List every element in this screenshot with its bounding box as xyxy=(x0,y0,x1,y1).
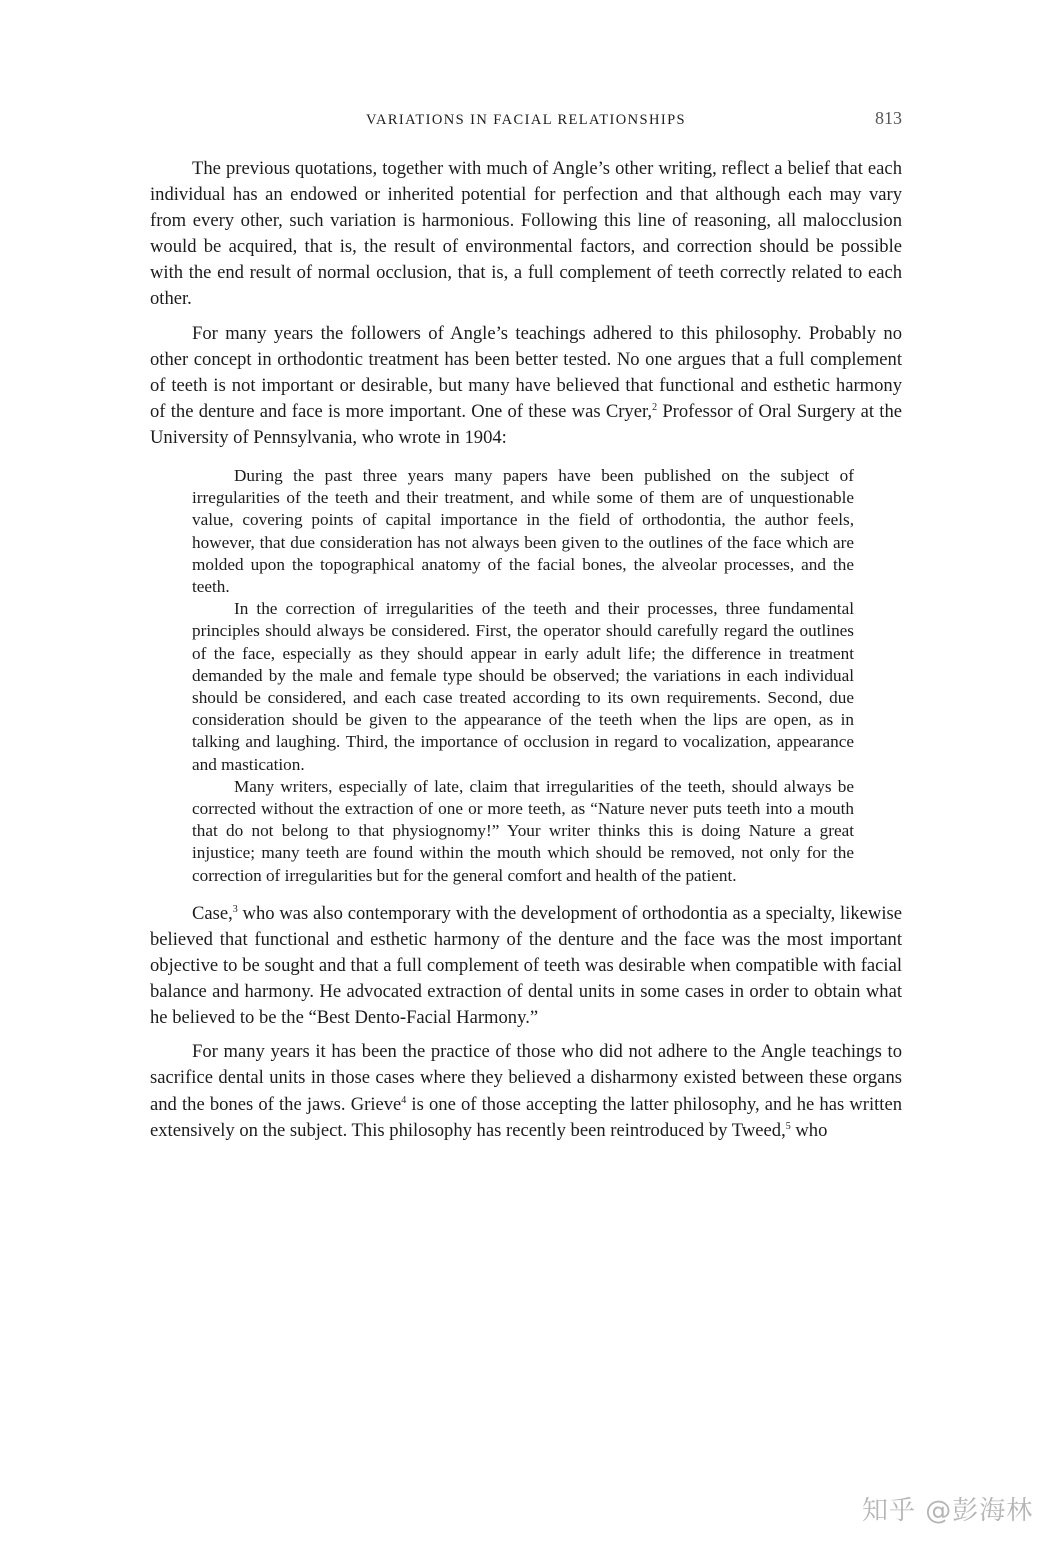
paragraph xyxy=(150,901,902,1031)
paragraph-text: Professor of Oral Surgery at the University of Pennsylvania, who wrote in 1904: xyxy=(150,400,902,448)
footnote-ref: 2 xyxy=(652,401,658,413)
paragraph xyxy=(150,321,902,451)
running-title: VARIATIONS IN FACIAL RELATIONSHIPS xyxy=(365,112,687,128)
paragraph-text: who xyxy=(790,1119,828,1141)
footnote-ref: 3 xyxy=(232,903,238,915)
block-quote xyxy=(192,465,854,887)
watermark: 知乎 @彭海林 xyxy=(862,1496,1034,1526)
paragraph: The previous quotations, together with much of Angle’s other writing, reflect a belief that each individual has an endowed or inherited potential for perfection and that although each may vary from every other, such variation is harmonious. Following this line of reasoning, all malocclusion would be acquired, that is, the result of environmental factors, and correction should be possible with the end result of normal occlusion, that is, a full complement of teeth correctly related to each other. xyxy=(150,158,902,310)
paragraph-text: who was also contemporary with the development of orthodontia as a specialty, likewise believed that functional and esthetic harmony of the denture and the face was the most important objective to be sought and that a full complement of teeth was desirable when compatible with facial balance and harmony. He advocated extraction of dental units in some cases in order to obtain what he believed to be the “Best Dento-Facial Harmony.” xyxy=(150,902,902,1029)
quote-paragraph: In the correction of irregularities of the teeth and their processes, three fundamental principles should always be considered. First, the operator should carefully regard the outlines of the face, especially as they should appear in early adult life; the difference in treatment demanded by the male and female type should be observed; the variations in each individual should be considered, and each case treated according to its own requirements. Second, due consideration should be given to the appearance of the teeth when the lips are open, as in talking and laughing. Third, the importance of occlusion in regard to vocalization, appearance and mastication. xyxy=(192,599,854,774)
footnote-ref: 4 xyxy=(401,1094,407,1106)
paragraph-text: For many years the followers of Angle’s teachings adhered to this philosophy. Probably no other concept in orthodontic treatment has been better tested. No one argues that a full complement of teeth is not important or desirable, but many have believed that functional and esthetic harmony of the denture and face is more important. One of these was Cryer, xyxy=(150,322,902,422)
body-text xyxy=(150,156,902,1144)
footnote-ref: 5 xyxy=(785,1120,791,1132)
running-head xyxy=(150,108,902,136)
quote-paragraph: During the past three years many papers have been published on the subject of irregularities of the teeth and their treatment, and while some of them are of unquestionable value, covering points of capital importance in the field of orthodontia, the author feels, however, that due consideration has not always been given to the outlines of the face which are molded upon the topographical anatomy of the facial bones, the alveolar processes, and the teeth. xyxy=(192,466,854,597)
page-number: 813 xyxy=(875,108,902,128)
paragraph-text: is one of those accepting the latter philosophy, and he has written extensively on the subject. This philosophy has recently been reintroduced by Tweed, xyxy=(150,1093,902,1141)
paragraph xyxy=(150,1039,902,1143)
paragraph-text: For many years it has been the practice of those who did not adhere to the Angle teachings to sacrifice dental units in those cases where they believed a disharmony existed between these organs and the bones of the jaws. Grieve xyxy=(150,1041,902,1115)
quote-paragraph: Many writers, especially of late, claim that irregularities of the teeth, should always be corrected without the extraction of one or more teeth, as “Nature never puts teeth into a mouth that do not belong to that physiognomy!” Your writer thinks this is doing Nature a great injustice; many teeth are found within the mouth which should be removed, not only for the correction of irregularities but for the general comfort and health of the patient. xyxy=(192,776,854,885)
paragraph-text: Case, xyxy=(192,902,233,924)
